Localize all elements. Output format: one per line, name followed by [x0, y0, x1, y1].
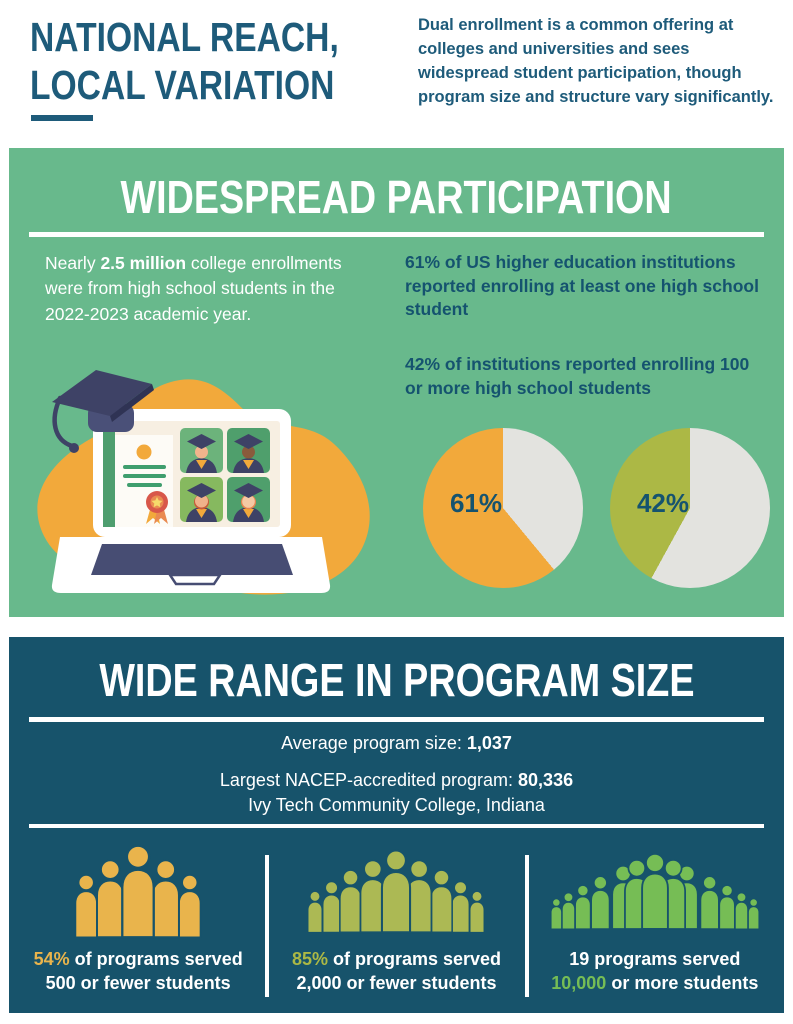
column-divider-2 [525, 855, 529, 997]
page-title-line2: LOCAL VARIATION [30, 61, 335, 108]
caption-54-rest: of programs served [69, 949, 243, 969]
crowd-gold-icon [27, 843, 249, 939]
program-size-section [9, 637, 784, 1013]
average-program-size-line [9, 733, 784, 754]
page-title [30, 14, 407, 110]
participation-heading [9, 170, 784, 224]
title-underline-dash [31, 115, 93, 121]
column-divider-1 [265, 855, 269, 997]
widespread-participation-section [9, 148, 784, 617]
average-label: Average program size: [281, 733, 467, 753]
enrollment-prefix: Nearly [45, 253, 101, 273]
stat-42-percent: 42% of institutions reported enrolling 100 or more high school students [405, 354, 750, 398]
caption-2000-or-fewer [267, 947, 525, 996]
column-500-or-fewer [9, 837, 267, 1007]
caption-19-rest: or more students [606, 973, 759, 994]
laptop-graduation-illustration-icon [30, 368, 390, 608]
stat-61-percent: 61% of US higher education institutions reported enrolling at least one high school student [405, 252, 759, 320]
crowd-green-icon [526, 843, 784, 939]
column-10000-or-more [526, 837, 784, 1007]
caption-19-line1: 19 programs served [569, 949, 741, 969]
largest-program-line [9, 770, 784, 791]
program-size-heading [9, 653, 784, 707]
caption-10000-or-more [526, 947, 784, 996]
enrollment-statement [45, 251, 345, 327]
average-value: 1,037 [466, 733, 512, 753]
crowd-olive-icon [272, 843, 520, 939]
enrollment-rest: college enrollments were from high school students in the 2022-2023 academic year. [45, 253, 342, 324]
pct-85: 85% [291, 949, 328, 969]
program-divider-rule-top [29, 717, 764, 722]
caption-85-line2: 2,000 or fewer students [296, 973, 497, 994]
heading-divider-rule [29, 232, 764, 237]
column-2000-or-fewer [267, 837, 525, 1007]
largest-label: Largest NACEP-accredited program: [219, 770, 519, 790]
participation-heading-text: WIDESPREAD PARTICIPATION [120, 171, 673, 223]
program-size-columns [9, 837, 784, 1007]
largest-program-org: Ivy Tech Community College, Indiana [248, 795, 545, 815]
intro-paragraph: Dual enrollment is a common offering at colleges and universities and sees widespread student participation, though program size and structure vary significantly. [418, 16, 774, 106]
pie-42-label: 42% [636, 488, 690, 518]
pie-chart-42-percent [610, 428, 770, 588]
pie-61-label: 61% [449, 488, 503, 518]
program-size-heading-text: WIDE RANGE IN PROGRAM SIZE [98, 654, 695, 706]
program-divider-rule-bottom [29, 824, 764, 828]
caption-54-line2: 500 or fewer students [45, 973, 231, 994]
caption-500-or-fewer [9, 947, 267, 996]
pie-chart-61-percent [423, 428, 583, 588]
pct-54: 54% [33, 949, 70, 969]
value-10000: 10,000 [551, 973, 607, 994]
enrollment-highlight: 2.5 million [100, 253, 187, 273]
largest-value: 80,336 [518, 770, 574, 790]
page-title-line1: NATIONAL REACH, [30, 14, 339, 60]
caption-85-rest: of programs served [327, 949, 502, 969]
